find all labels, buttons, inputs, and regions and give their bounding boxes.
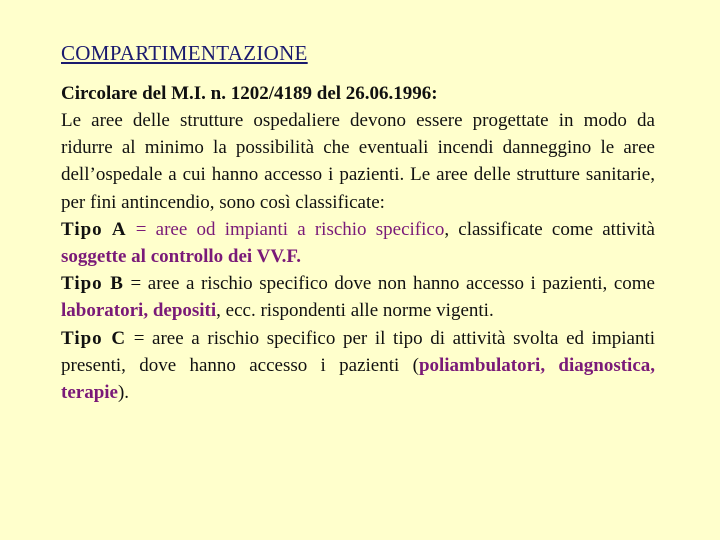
tipo-c-tail: ). <box>117 382 130 404</box>
circular-reference: Circolare del M.I. n. 1202/4189 del 26.06.1996: <box>61 83 438 104</box>
tipo-a-label: Tipo A <box>61 218 127 240</box>
tipo-c-paragraph <box>61 325 655 407</box>
tipo-b-text: = aree a rischio specifico dove non hanno accesso i pazienti, come <box>123 273 655 295</box>
intro-paragraph: Le aree delle strutture ospedaliere devono essere progettate in modo da ridurre al minimo la possibilità che eventuali incendi danneggino le aree dell’ospedale a cui hanno accesso i pazienti. Le aree delle strutture sanitarie, per fini antincendio, sono così classificate: <box>61 110 655 213</box>
slide-content <box>61 40 655 406</box>
tipo-a-paragraph <box>61 216 655 270</box>
slide-title: COMPARTIMENTAZIONE <box>61 41 308 65</box>
tipo-a-highlight: aree od impianti a rischio specifico <box>155 218 445 240</box>
tipo-c-label: Tipo C <box>61 327 127 349</box>
tipo-c-text: = aree a rischio specifico per il tipo di attività svolta ed impianti presenti, dove hanno accesso i pazienti ( <box>61 327 655 376</box>
tipo-a-highlight-2: soggette al controllo dei VV.F. <box>61 246 301 268</box>
tipo-a-text: , classificate come attività <box>444 218 655 240</box>
body-text <box>61 107 655 406</box>
tipo-b-paragraph <box>61 270 655 324</box>
tipo-b-label: Tipo B <box>61 273 124 295</box>
tipo-b-highlight: laboratori, depositi <box>61 300 217 322</box>
tipo-c-highlight: poliambulatori, diagnostica, terapie <box>61 354 656 404</box>
tipo-b-tail: , ecc. rispondenti alle norme vigenti. <box>216 300 494 322</box>
tipo-a-equals: = <box>126 218 156 240</box>
